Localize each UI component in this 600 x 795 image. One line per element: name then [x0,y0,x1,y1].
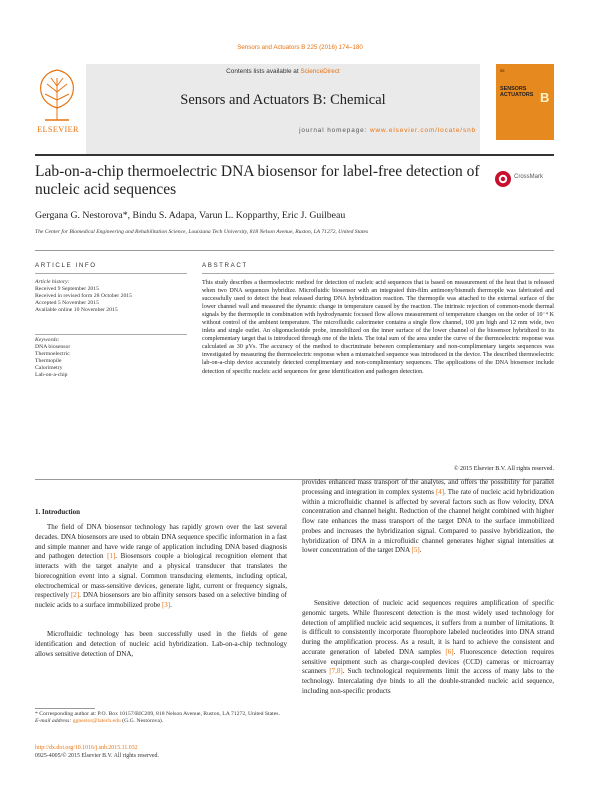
reference-link[interactable]: [7,8] [329,667,343,676]
history-revised: Received in revised form 28 October 2015 [35,293,132,300]
abstract-heading: ABSTRACT [202,262,248,269]
history-heading: Article history: [35,279,70,285]
history-received: Received 9 September 2015 [35,286,99,293]
keywords [35,337,190,380]
email-label: E-mail address: [35,718,72,725]
text-run: . [170,601,172,609]
text-run: . Biosensors couple a biological recognition element that interacts with the target analyte and a physical transducer that translates the biorecognition event into a signal. Common transducing elements, including optical, electrochemical or mass-sensitive devices, generate light, current or frequency signals, respectively [35,552,288,600]
divider [35,334,187,335]
divider [35,250,554,251]
author-list: Gergana G. Nestorova*, Bindu S. Adapa, Varun L. Kopparthy, Eric J. Guilbeau [35,210,346,221]
cover-title-line1: SENSORS [500,86,527,92]
issn-copyright: 0925-4005/© 2015 Elsevier B.V. All rights reserved. [35,753,159,759]
text-run: Sensitive detection of nucleic acid sequences requires amplification of specific genomic targets. While fluorescent detection is the most widely used technology for detection of amplified nucleic acid sequences, it suffers from a number of limitations. It is difficult to consistently incorporate fluorophore labeled nucleotides into DNA strand during the amplification process. As a result, it is hard to achieve the consistent and accurate generation of labeled DNA samples [302,599,554,656]
doi-link[interactable]: http://dx.doi.org/10.1016/j.snb.2015.11.032 [35,745,138,751]
sciencedirect-link[interactable]: ScienceDirect [300,68,340,75]
keyword: DNA biosensor [35,344,71,351]
text-run: The field of DNA biosensor technology has rapidly grown over the last several decades. DNA biosensors are used to obtain DNA sequence specific information in a fast and simple manner and have wide range of application including DNA based diagnosis and pathogen detection [35,523,287,561]
keyword: Thermoelectric [35,351,70,358]
journal-name: Sensors and Actuators B: Chemical [180,92,386,108]
journal-citation[interactable]: Sensors and Actuators B 225 (2016) 174–180 [237,44,363,51]
keyword: Thermopile [35,358,62,365]
reference-link[interactable]: [6] [445,647,454,656]
contents-prefix: Contents lists available at [226,68,299,75]
journal-homepage [176,127,476,134]
body-paragraph [35,523,287,611]
text-run: . [419,546,422,555]
author-affiliation: The Center for Biomedical Engineering and Rehabilitation Science, Louisiana Tech University, 818 Nelson Avenue, Ruston, LA 71272, United States [35,229,369,235]
cover-letter: B [540,90,550,105]
corresponding-author-footnote [35,711,287,726]
text-run: . The rate of nucleic acid hybridization within a microfluidic channel is affected by several factors such as flow velocity, DNA concentration and channel height. Reduction of the channel height combined with higher flow rate enhances the mass transport of the target DNA to the surface immobilized probes and increases the hybridization signal. Compared to passive hybridization, the hybridization of DNA in a microfluidic channel generates higher signal intensities at lower concentration of the target DNA [302,487,554,555]
article-history [35,279,190,314]
footnote-email-line [35,718,287,725]
keyword: Calorimetry [35,365,63,372]
email-suffix: (G.G. Nestorova). [122,718,164,725]
homepage-link[interactable]: www.elsevier.com/locate/snb [370,127,476,134]
divider [35,273,187,274]
text-run: . DNA biosensors are bio affinity sensors based on a selective binding of nucleic acids to a surface immobilized probe [35,591,287,609]
text-run: provides enhanced mass transport of the analytes, and offers the possibility for parallel processing and integration in complex systems [302,478,554,496]
reference-link[interactable]: [3] [161,601,171,609]
text-run: . Fluorescence detection requires sensitive equipment such as charge-coupled devices (CCD) cameras or microarray scanners [302,647,554,676]
body-paragraph: Microfluidic technology has been successfully used in the fields of gene identification and detection of nucleic acid hybridization. Lab-on-a-chip technology allows sensitive detection of DNA, [35,630,287,658]
cover-title-line2: ACTUATORS [500,92,534,98]
footnote-address: * Corresponding author at: P.O. Box 10157/BIC209, 818 Nelson Avenue, Ruston, LA 71272, United States. [35,711,280,717]
history-online: Available online 10 November 2015 [35,307,118,314]
crossmark-label[interactable]: CrossMark [514,174,544,180]
text-run: . Such technological requirements limit the access of many labs to the technology. Intercalating dye binds to all the double-stranded nucleic acid sequence, including non-specific products [302,667,554,695]
journal-cover-thumbnail [496,64,554,140]
reference-link[interactable]: [2] [70,591,80,600]
cover-volume-marker: 55 [500,68,505,73]
divider [202,273,554,274]
publisher-wordmark: ELSEVIER [37,125,79,134]
contents-availability [86,68,480,75]
keywords-heading: Keywords: [35,337,60,343]
cover-title [500,86,533,98]
article-info-heading: ARTICLE INFO [35,262,97,269]
article-title: Lab-on-a-chip thermoelectric DNA biosensor for label-free detection of nucleic acid sequences [35,163,480,198]
body-paragraph [302,478,554,556]
reference-link[interactable]: [5] [411,546,420,555]
reference-link[interactable]: [4] [435,487,445,496]
body-paragraph [302,599,554,697]
header-divider [35,154,554,156]
email-link[interactable]: ggnestor@latech.edu [72,718,121,725]
homepage-prefix: journal homepage: [299,127,368,134]
journal-header-banner [86,64,480,154]
section-heading-introduction: 1. Introduction [35,508,80,516]
keyword: Lab-on-a-chip [35,372,68,379]
abstract-text: This study describes a thermoelectric method for detection of nucleic acid sequences that is based on measurement of the heat that is released when two DNA sequences hybridize. Microfluidic biosensor with an integrated thin-film antimony/bismuth thermopile was fabricated and successfully used to detect the heat released during DNA hybridization reaction. The thermopile was attached to the external surface of the lower channel wall and measured the dynamic change in temperature caused by the reaction. The intrinsic rejection of common-mode thermal signals by the thermopile in combination with hydrodynamic focused flow allows measurement of temperature changes on the order of 10⁻⁴ K without control of the ambient temperature. The microfluidic calorimeter contains a single flow channel, 100 μm high and 12 mm wide, two inlets and single outlet. An oligonucleotide probe, immobilized on the inner surface of the lower channel of the biosensor hybridized to its complementary target that is introduced through one of the inlets. The total sum of the area under the curve of the thermoelectric response was calculated as 30 μVs. The accuracy of the method to discriminate between complementary and non-complimentary targets sequences was investigated by measuring the thermoelectric response when a mismatched sequence was introduced in the device. The described thermoelectric lab-on-a-chip device accurately detected complimentary and non-complimentary sequences. The applications of the DNA biosensor include detection of specific nucleic acid sequences for gene identification and pathogen detection. [202,280,554,375]
history-accepted: Accepted 5 November 2015 [35,300,99,307]
abstract-copyright: © 2015 Elsevier B.V. All rights reserved. [453,466,554,472]
footnote-divider [35,708,95,709]
reference-link[interactable]: [1] [107,552,116,561]
